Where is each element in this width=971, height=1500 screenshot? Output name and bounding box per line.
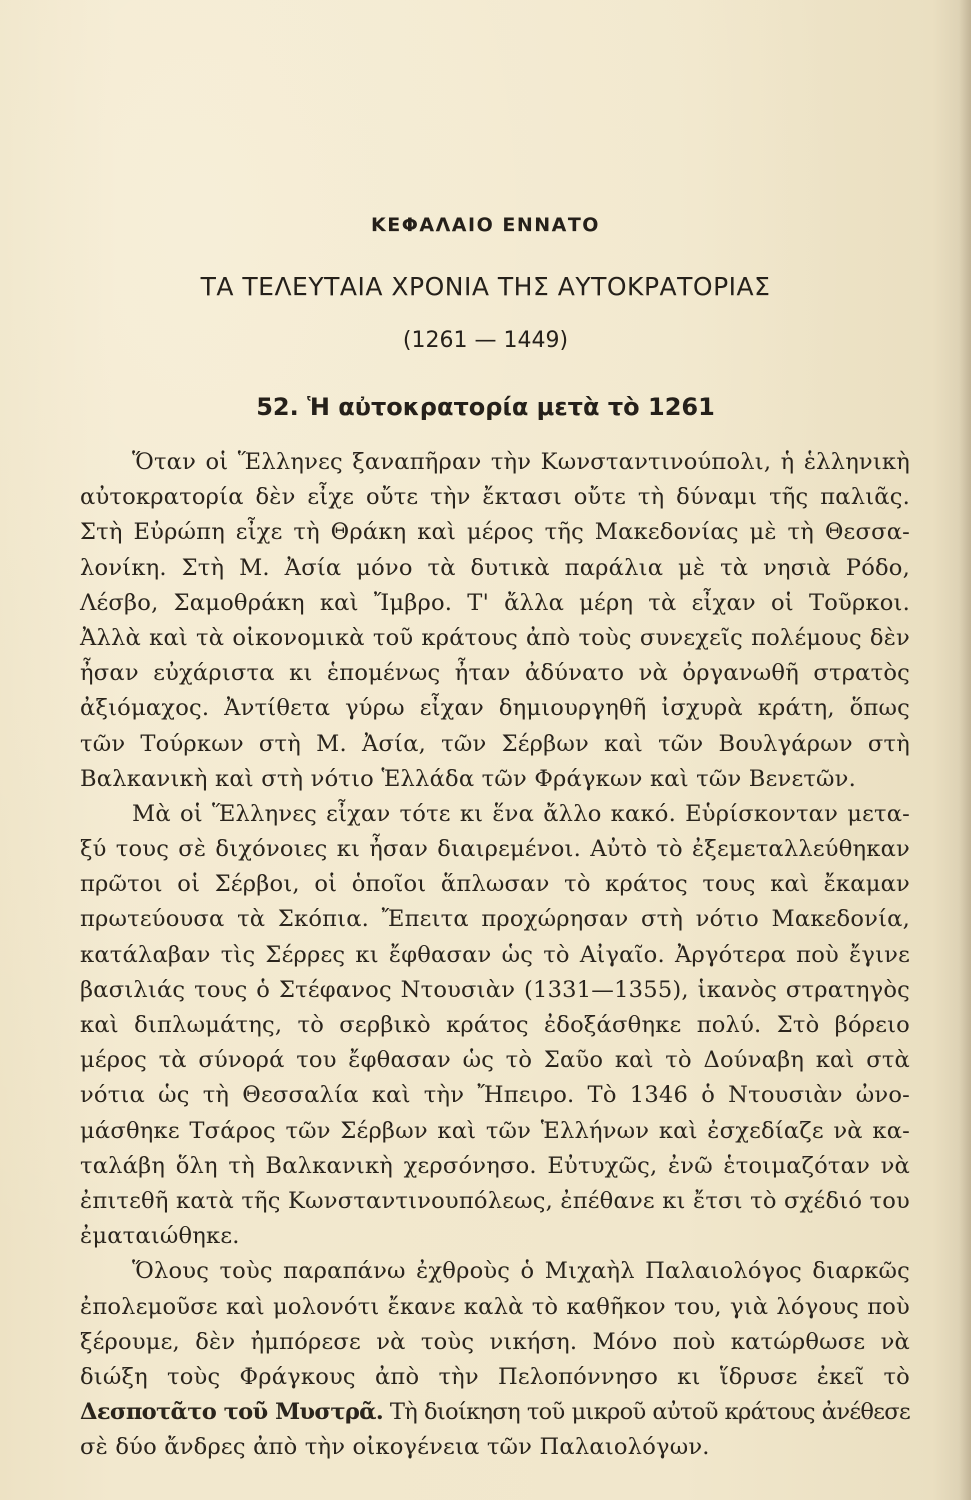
text-line: μέρος τὰ σύνορά του ἔφθασαν ὡς τὸ Σαῦο καὶ τὸ Δούναβη καὶ στὰ	[80, 1047, 910, 1074]
chapter-title: ΤΑ ΤΕΛΕΥΤΑΙΑ ΧΡΟΝΙΑ ΤΗΣ ΑΥΤΟΚΡΑΤΟΡΙΑΣ	[200, 272, 771, 301]
text-line: ἐπιτεθῆ κατὰ τῆς Κωνσταντινουπόλεως, ἐπέθανε κι ἔτσι τὸ σχέδιό του	[80, 1187, 910, 1214]
text-line	[80, 1395, 910, 1430]
text-line: Ὅλους τοὺς παραπάνω ἐχθροὺς ὁ Μιχαὴλ Παλαιολόγος διαρκῶς	[132, 1258, 910, 1285]
text-line: ἐματαιώθηκε.	[80, 1223, 240, 1250]
text-line: Μὰ οἱ Ἕλληνες εἶχαν τότε κι ἕνα ἄλλο κακό. Εὑρίσκονταν μετα-	[132, 800, 910, 827]
text-line: ξύ τους σὲ διχόνοιες κι ἦσαν διαιρεμένοι. Αὐτὸ τὸ ἐξεμεταλλεύθηκαν	[80, 836, 910, 863]
text-line: ταλάβη ὅλη τὴ Βαλκανικὴ χερσόνησο. Εὐτυχῶς, ἐνῶ ἑτοιμαζόταν νὰ	[80, 1152, 910, 1179]
text-line: τῶν Τούρκων στὴ Μ. Ἀσία, τῶν Σέρβων καὶ τῶν Βουλγάρων στὴ	[80, 730, 910, 757]
text-line	[80, 1360, 910, 1395]
text-line: αὐτοκρατορία δὲν εἶχε οὔτε τὴν ἔκτασι οὔτε τὴ δύναμι τῆς παλιᾶς.	[80, 484, 910, 511]
text-line-part: Τὴ διοίκηση τοῦ μικροῦ αὐτοῦ κράτους ἀνέθεσε	[389, 1399, 910, 1426]
section-heading: 52. Ἡ αὐτοκρατορία μετὰ τὸ 1261	[256, 393, 715, 421]
text-line: πρῶτοι οἱ Σέρβοι, οἱ ὁποῖοι ἅπλωσαν τὸ κράτος τους καὶ ἔκαμαν	[80, 871, 910, 898]
chapter-label: ΚΕΦΑΛΑΙΟ ΕΝΝΑΤΟ	[371, 214, 600, 236]
text-line: ἐπολεμοῦσε καὶ μολονότι ἔκανε καλὰ τὸ καθῆκον του, γιὰ λόγους ποὺ	[80, 1293, 910, 1320]
text-line: Λέσβο, Σαμοθράκη καὶ Ἴμβρο. Τ' ἄλλα μέρη τὰ εἶχαν οἱ Τοῦρκοι.	[80, 589, 910, 616]
text-line: ἀξιόμαχος. Ἀντίθετα γύρω εἶχαν δημιουργηθῆ ἰσχυρὰ κράτη, ὅπως	[80, 695, 910, 722]
text-line: κατάλαβαν τὶς Σέρρες κι ἔφθασαν ὡς τὸ Αἰγαῖο. Ἀργότερα ποὺ ἔγινε	[80, 941, 910, 968]
text-line: Βαλκανικὴ καὶ στὴ νότιο Ἑλλάδα τῶν Φράγκων καὶ τῶν Βενετῶν.	[80, 765, 856, 792]
text-line: Στὴ Εὐρώπη εἶχε τὴ Θράκη καὶ μέρος τῆς Μακεδονίας μὲ τὴ Θεσσα-	[80, 519, 910, 546]
text-line: σὲ δύο ἄνδρες ἀπὸ τὴν οἰκογένεια τῶν Παλαιολόγων.	[80, 1434, 710, 1461]
body-text	[80, 445, 910, 1465]
text-line: καὶ διπλωμάτης, τὸ σερβικὸ κράτος ἐδοξάσθηκε πολύ. Στὸ βόρειο	[80, 1012, 910, 1038]
text-line: βασιλιάς τους ὁ Στέφανος Ντουσιὰν (1331—1355), ἱκανὸς στρατηγὸς	[80, 976, 910, 1003]
text-line: μάσθηκε Τσάρος τῶν Σέρβων καὶ τῶν Ἑλλήνων καὶ ἐσχεδίαζε νὰ κα-	[80, 1117, 910, 1144]
text-line: ξέρουμε, δὲν ἠμπόρεσε νὰ τοὺς νικήση. Μόνο ποὺ κατώρθωσε νὰ	[80, 1328, 910, 1355]
chapter-years: (1261 — 1449)	[402, 328, 569, 353]
text-line-part: διώξη τοὺς Φράγκους ἀπὸ τὴν Πελοπόννησο κι ἵδρυσε ἐκεῖ τὸ	[80, 1363, 910, 1390]
text-line: λονίκη. Στὴ Μ. Ἀσία μόνο τὰ δυτικὰ παράλια μὲ τὰ νησιὰ Ρόδο,	[80, 554, 910, 581]
text-line: πρωτεύουσα τὰ Σκόπια. Ἔπειτα προχώρησαν στὴ νότιο Μακεδονία,	[80, 906, 910, 933]
text-line: ἦσαν εὐχάριστα κι ἑπομένως ἦταν ἀδύνατο νὰ ὀργανωθῆ στρατὸς	[80, 660, 910, 687]
text-line: Ἀλλὰ καὶ τὰ οἰκονομικὰ τοῦ κράτους ἀπὸ τοὺς συνεχεῖς πολέμους δὲν	[80, 624, 910, 651]
text-line: νότια ὡς τὴ Θεσσαλία καὶ τὴν Ἤπειρο. Τὸ 1346 ὁ Ντουσιὰν ὠνο-	[80, 1082, 910, 1109]
text-line: Ὅταν οἱ Ἕλληνες ξαναπῆραν τὴν Κωνσταντινούπολι, ἡ ἑλληνικὴ	[132, 449, 910, 475]
text-line-bold-part: Δεσποτᾶτο τοῦ Μυστρᾶ.	[80, 1399, 384, 1426]
